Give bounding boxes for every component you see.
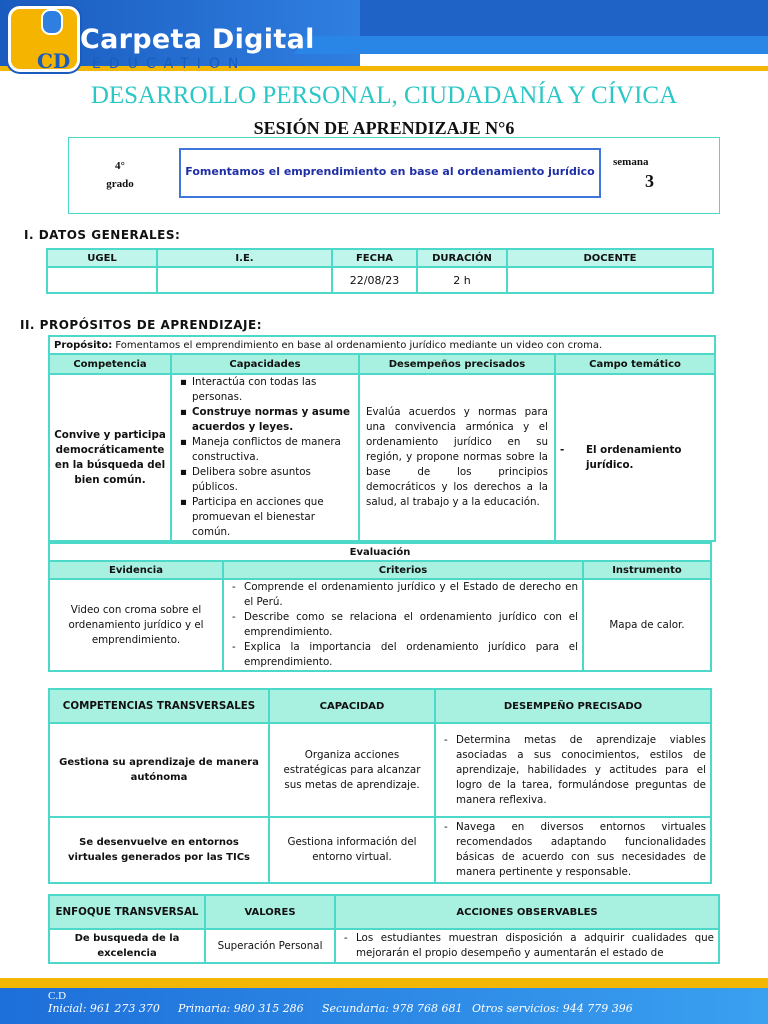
- capacidades-cell: [171, 374, 359, 541]
- value-ie: [157, 267, 332, 293]
- mouse-icon: [41, 9, 63, 35]
- criterio-item: - Describe como se relaciona el ordenamiento jurídico con el emprendimiento.: [228, 610, 578, 640]
- evidencia-cell: Video con croma sobre el ordenamiento jurídico y el emprendimiento.: [49, 579, 223, 671]
- header-ugel: UGEL: [47, 249, 157, 267]
- datos-table: [46, 248, 714, 294]
- ct-row1-competencia: Gestiona su aprendizaje de manera autónoma: [49, 723, 269, 817]
- subject-title: DESARROLLO PERSONAL, CIUDADANÍA Y CÍVICA: [90, 82, 678, 109]
- accion-text: - Los estudiantes muestran disposición a adquirir cualidades que mejorarán el propio desempeño y aumentarán el estado de: [340, 931, 714, 961]
- header-ie: I.E.: [157, 249, 332, 267]
- brand-logo: [8, 6, 80, 72]
- value-duracion: 2 h: [417, 267, 507, 293]
- header-enfoque: ENFOQUE TRANSVERSAL: [49, 895, 205, 929]
- competencias-transversales-table: [48, 688, 712, 884]
- desempeno-cell: Evalúa acuerdos y normas para una convivencia armónica y el ordenamiento jurídico en su región, y propone normas sobre la base de los principios democráticos y los derechos a la salud, al trabajo y a la educación.: [359, 374, 555, 541]
- capacidad-item: ▪ Delibera sobre asuntos públicos.: [176, 465, 354, 495]
- section-propositos-title: II. PROPÓSITOS DE APRENDIZAJE:: [20, 318, 262, 332]
- grado-number: 4°: [115, 160, 125, 172]
- valor-cell: Superación Personal: [205, 929, 335, 963]
- capacidades-list: [176, 375, 354, 540]
- footer-inicial: Inicial: 961 273 370: [48, 1002, 160, 1015]
- header-acciones: ACCIONES OBSERVABLES: [335, 895, 719, 929]
- brand-subtitle: EDUCATION: [92, 56, 247, 72]
- header-fecha: FECHA: [332, 249, 417, 267]
- instrumento-cell: Mapa de calor.: [583, 579, 711, 671]
- ct-row2-desempeno: - Navega en diversos entornos virtuales recomendados adaptando funcionalidades básicas de acuerdo con sus necesidades de manera pertinente y responsable.: [440, 820, 706, 880]
- campo-cell: - El ordenamiento jurídico.: [555, 374, 715, 541]
- section-datos-title: I. DATOS GENERALES:: [24, 228, 181, 242]
- header-banner: [0, 0, 768, 82]
- footer-primaria: Primaria: 980 315 286: [178, 1002, 304, 1015]
- campo-tematico: El ordenamiento jurídico.: [586, 443, 682, 471]
- footer-logo: C.D: [48, 990, 67, 1002]
- header-duracion: DURACIÓN: [417, 249, 507, 267]
- criterios-list: [228, 580, 578, 670]
- header-instrumento: Instrumento: [583, 561, 711, 579]
- session-title: SESIÓN DE APRENDIZAJE N°6: [253, 118, 515, 138]
- header-criterios: Criterios: [223, 561, 583, 579]
- header-docente: DOCENTE: [507, 249, 713, 267]
- accion-list: [340, 931, 714, 961]
- header-capacidad: CAPACIDAD: [269, 689, 435, 723]
- proposito-text: Fomentamos el emprendimiento en base al ordenamiento jurídico mediante un video con croma.: [112, 339, 603, 351]
- brand-logo-text: CD: [37, 49, 71, 73]
- header-valores: VALORES: [205, 895, 335, 929]
- semana-box: [607, 141, 715, 207]
- footer-bar: [0, 988, 768, 1024]
- session-topic: Fomentamos el emprendimiento en base al ordenamiento jurídico: [185, 165, 595, 178]
- header-desempeno-precisado: DESEMPEÑO PRECISADO: [435, 689, 711, 723]
- value-docente: [507, 267, 713, 293]
- header-desempenos: Desempeños precisados: [359, 354, 555, 374]
- brand-title: Carpeta Digital: [80, 24, 315, 55]
- criterios-cell: [223, 579, 583, 671]
- capacidad-item: ▪ Interactúa con todas las personas.: [176, 375, 354, 405]
- header-evidencia: Evidencia: [49, 561, 223, 579]
- footer-otros: Otros servicios: 944 779 396: [472, 1002, 633, 1015]
- grado-box: [72, 141, 168, 207]
- grado-label: grado: [106, 178, 134, 190]
- value-fecha: 22/08/23: [332, 267, 417, 293]
- evaluacion-table: [48, 542, 712, 672]
- criterio-item: - Explica la importancia del ordenamiento jurídico para el emprendimiento.: [228, 640, 578, 670]
- ct-row2-capacidad: Gestiona información del entorno virtual.: [269, 817, 435, 883]
- ct-row1-list: [440, 733, 706, 808]
- semana-label: semana: [613, 156, 649, 168]
- competencia-cell: Convive y participa democráticamente en la búsqueda del bien común.: [49, 374, 171, 541]
- ct-row2-desempeno-cell: [435, 817, 711, 883]
- value-ugel: [47, 267, 157, 293]
- header-competencia: Competencia: [49, 354, 171, 374]
- criterio-item: - Comprende el ordenamiento jurídico y el Estado de derecho en el Perú.: [228, 580, 578, 610]
- header-comp-transversales: COMPETENCIAS TRANSVERSALES: [49, 689, 269, 723]
- footer-secundaria: Secundaria: 978 768 681: [322, 1002, 463, 1015]
- capacidad-item: ▪ Maneja conflictos de manera constructiva.: [176, 435, 354, 465]
- proposito-row: [49, 336, 715, 354]
- ct-row2-competencia: Se desenvuelve en entornos virtuales generados por las TICs: [49, 817, 269, 883]
- capacidad-item: ▪ Construye normas y asume acuerdos y leyes.: [176, 405, 354, 435]
- ct-row2-list: [440, 820, 706, 880]
- capacidad-item: ▪ Participa en acciones que promuevan el bienestar común.: [176, 495, 354, 540]
- header-capacidades: Capacidades: [171, 354, 359, 374]
- propositos-table: [48, 335, 716, 542]
- footer-accent: [0, 978, 768, 988]
- enfoque-table: [48, 894, 720, 964]
- ct-row1-desempeno: - Determina metas de aprendizaje viables asociadas a sus conocimientos, estilos de aprendizaje, habilidades y actitudes para el logro de la tarea, formulándose preguntas de manera reflexiva.: [440, 733, 706, 808]
- accion-cell: [335, 929, 719, 963]
- header-campo-tematico: Campo temático: [555, 354, 715, 374]
- ct-row1-desempeno-cell: [435, 723, 711, 817]
- tema-box: [173, 141, 605, 207]
- evaluacion-title: Evaluación: [49, 543, 711, 561]
- enfoque-cell: De busqueda de la excelencia: [49, 929, 205, 963]
- proposito-label: Propósito:: [54, 339, 113, 351]
- semana-number: 3: [645, 171, 654, 191]
- ct-row1-capacidad: Organiza acciones estratégicas para alcanzar sus metas de aprendizaje.: [269, 723, 435, 817]
